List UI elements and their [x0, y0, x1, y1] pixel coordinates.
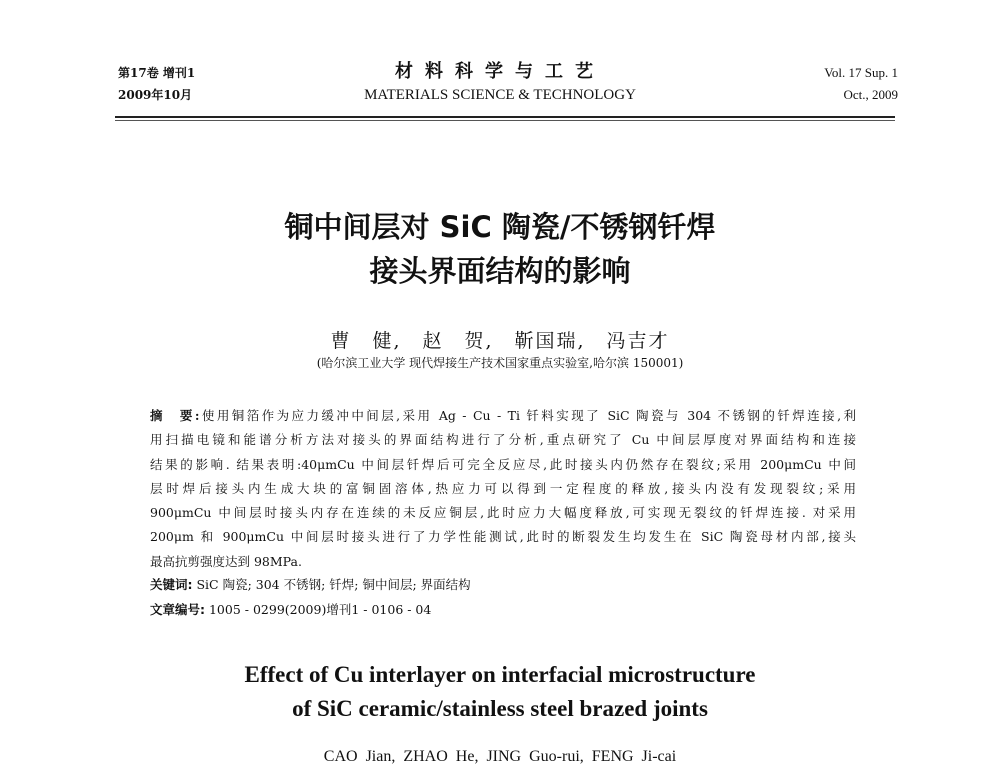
abstract-text: 使用铜箔作为应力缓冲中间层,采用 Ag - Cu - Ti 钎料实现了 SiC 陶瓷与 304 不锈钢的钎焊连接,利	[199, 408, 856, 423]
abstract	[150, 404, 856, 574]
article-number-label: 文章编号:	[150, 602, 205, 617]
paper-title-cn	[0, 205, 1000, 293]
header-rule-thin	[115, 120, 895, 121]
keywords-label: 关键词:	[150, 577, 193, 592]
title-line: Effect of Cu interlayer on interfacial microstructure	[244, 662, 756, 687]
header-rule	[115, 116, 895, 118]
authors-en: CAO Jian, ZHAO He, JING Guo-rui, FENG Ji-cai	[323, 748, 677, 765]
abstract-label: 摘 要:	[150, 408, 200, 423]
abstract-line: 用扫描电镜和能谱分析方法对接头的界面结构进行了分析,重点研究了 Cu 中间层厚度对界面结构和连接	[150, 432, 856, 448]
abstract-line: 结果的影响. 结果表明:40μmCu 中间层钎焊后可完全反应尽,此时接头内仍然存在裂纹;采用 200μmCu 中间	[150, 456, 856, 472]
title-line: 接头界面结构的影响	[369, 254, 631, 288]
paper-title-en	[0, 658, 1000, 726]
affiliation-cn: (哈尔滨工业大学 现代焊接生产技术国家重点实验室,哈尔滨 150001)	[316, 356, 684, 370]
abstract-line: 层时焊后接头内生成大块的富铜固溶体,热应力可以得到一定程度的释放,接头内没有发现裂纹;采用	[150, 480, 856, 496]
article-number-text: 1005 - 0299(2009)增刊1 - 0106 - 04	[205, 602, 432, 617]
keywords-text: SiC 陶瓷; 304 不锈钢; 钎焊; 铜中间层; 界面结构	[192, 577, 471, 592]
abstract-line	[150, 404, 856, 428]
abstract-line: 最高抗剪强度达到 98MPa.	[150, 553, 302, 569]
authors-cn: 曹 健, 赵 贺, 靳国瑞, 冯吉才	[330, 330, 670, 352]
abstract-line: 200μm 和 900μmCu 中间层时接头进行了力学性能测试,此时的断裂发生均发生在 SiC 陶瓷母材内部,接头	[150, 529, 856, 545]
journal-name-cn: 材料科学与工艺	[395, 61, 605, 82]
title-line: of SiC ceramic/stainless steel brazed joints	[292, 696, 708, 721]
article-number	[150, 600, 431, 618]
volume-cn: 第17卷 增刊1	[118, 66, 196, 80]
date-cn: 2009年10月	[118, 88, 193, 102]
abstract-line: 900μmCu 中间层时接头内存在连续的未反应铜层,此时应力大幅度释放,可实现无裂纹的钎焊连接. 对采用	[150, 505, 856, 521]
title-line: 铜中间层对 SiC 陶瓷/不锈钢钎焊	[284, 210, 716, 244]
volume-en: Vol. 17 Sup. 1	[824, 65, 898, 80]
keywords	[150, 575, 471, 593]
journal-name-en: MATERIALS SCIENCE & TECHNOLOGY	[364, 87, 636, 103]
journal-volume-en	[824, 62, 898, 106]
date-en: Oct., 2009	[843, 87, 898, 102]
